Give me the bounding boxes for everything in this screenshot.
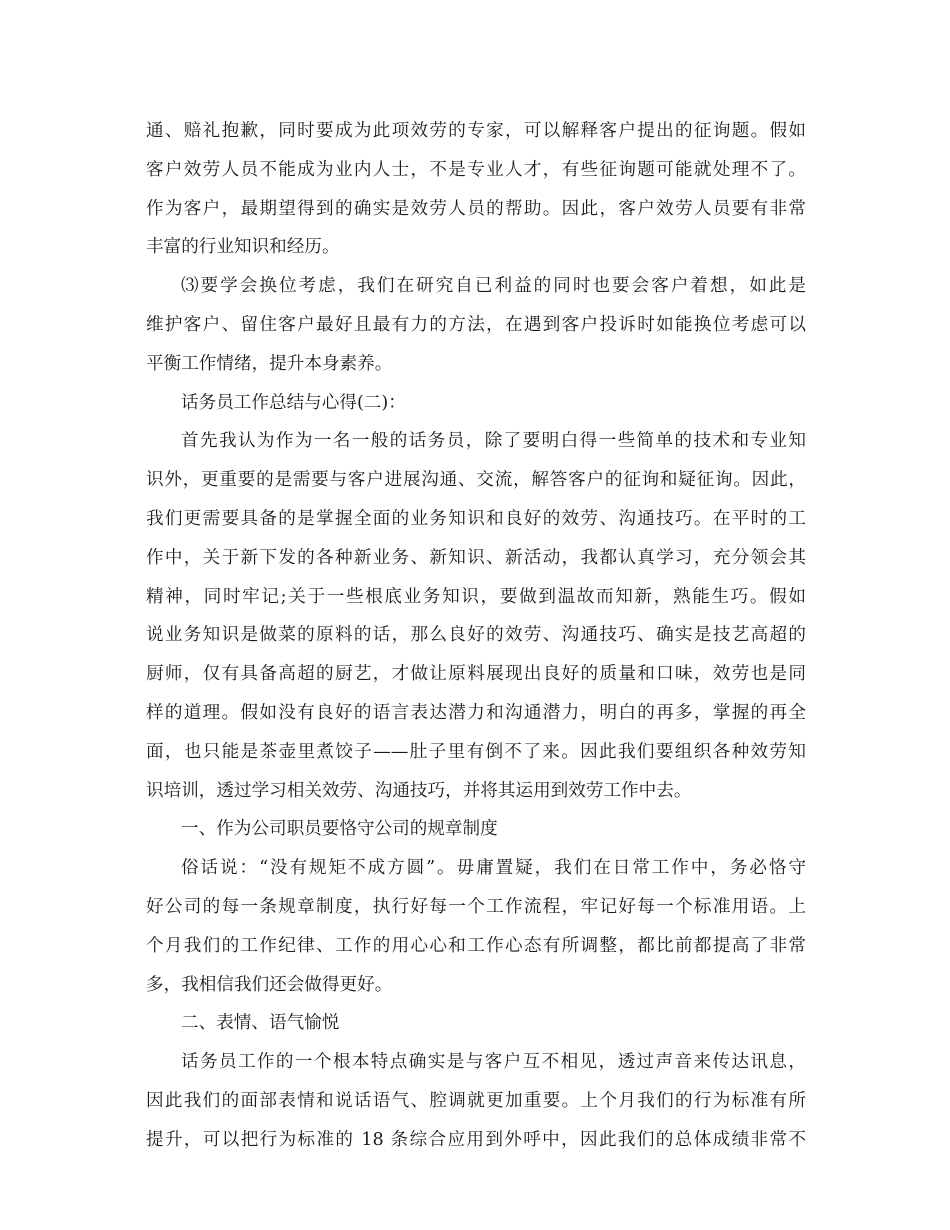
text-line: 作为客户，最期望得到的确实是效劳人员的帮助。因此，客户效劳人员要有非常 — [146, 198, 806, 219]
text-line: 厨师，仅有具备高超的厨艺，才做让原料展现出良好的质量和口味，效劳也是同 — [146, 664, 806, 685]
document-body — [146, 112, 806, 1160]
text-line: 通、赔礼抱歉，同时要成为此项效劳的专家，可以解释客户提出的征询题。假如 — [146, 121, 806, 141]
text-line: 一、作为公司职员要恪守公司的规章制度 — [181, 819, 498, 840]
text-line: 平衡工作情绪，提升本身素养。 — [146, 353, 393, 374]
text-line: 识培训，透过学习相关效劳、沟通技巧，并将其运用到效劳工作中去。 — [146, 780, 692, 801]
text-line: 二、表情、语气愉悦 — [181, 1013, 340, 1034]
text-line: 我们更需要具备的是掌握全面的业务知识和良好的效劳、沟通技巧。在平时的工 — [146, 508, 806, 529]
text-line: 好公司的每一条规章制度，执行好每一个工作流程，牢记好每一个标准用语。上 — [146, 896, 806, 917]
text-line: 丰富的行业知识和经历。 — [146, 237, 340, 258]
text-line: 个月我们的工作纪律、工作的用心心和工作心态有所调整，都比前都提高了非常 — [146, 935, 806, 956]
text-line: 话务员工作总结与心得(二)： — [181, 392, 406, 413]
text-line: 精神，同时牢记;关于一些根底业务知识，要做到温故而知新，熟能生巧。假如 — [146, 586, 806, 607]
text-line: 话务员工作的一个根本特点确实是与客户互不相见，透过声音来传达讯息， — [181, 1052, 806, 1073]
text-line: 面，也只能是茶壶里煮饺子——肚子里有倒不了来。因此我们要组织各种效劳知 — [146, 741, 806, 762]
text-line: 样的道理。假如没有良好的语言表达潜力和沟通潜力，明白的再多，掌握的再全 — [146, 702, 806, 723]
text-line: 多，我相信我们还会做得更好。 — [146, 974, 393, 995]
text-line: ⑶要学会换位考虑，我们在研究自已利益的同时也要会客户着想，如此是 — [181, 276, 806, 297]
text-line: 说业务知识是做菜的原料的话，那么良好的效劳、沟通技巧、确实是技艺高超的 — [146, 625, 806, 646]
text-line: 提升，可以把行为标准的 18 条综合应用到外呼中，因此我们的总体成绩非常不 — [146, 1129, 806, 1150]
text-line: 作中，关于新下发的各种新业务、新知识、新活动，我都认真学习，充分领会其 — [146, 547, 806, 568]
text-line: 客户效劳人员不能成为业内人士，不是专业人才，有些征询题可能就处理不了。 — [146, 159, 806, 180]
text-line: 因此我们的面部表情和说话语气、腔调就更加重要。上个月我们的行为标准有所 — [146, 1090, 806, 1111]
text-line: 俗话说：“没有规矩不成方圆”。毋庸置疑，我们在日常工作中，务必恪守 — [181, 858, 806, 879]
text-line: 维护客户、留住客户最好且最有力的方法，在遇到客户投诉时如能换位考虑可以 — [146, 314, 806, 335]
text-line: 识外，更重要的是需要与客户进展沟通、交流，解答客户的征询和疑征询。因此， — [146, 470, 806, 491]
text-line: 首先我认为作为一名一般的话务员，除了要明白得一些简单的技术和专业知 — [181, 431, 806, 452]
